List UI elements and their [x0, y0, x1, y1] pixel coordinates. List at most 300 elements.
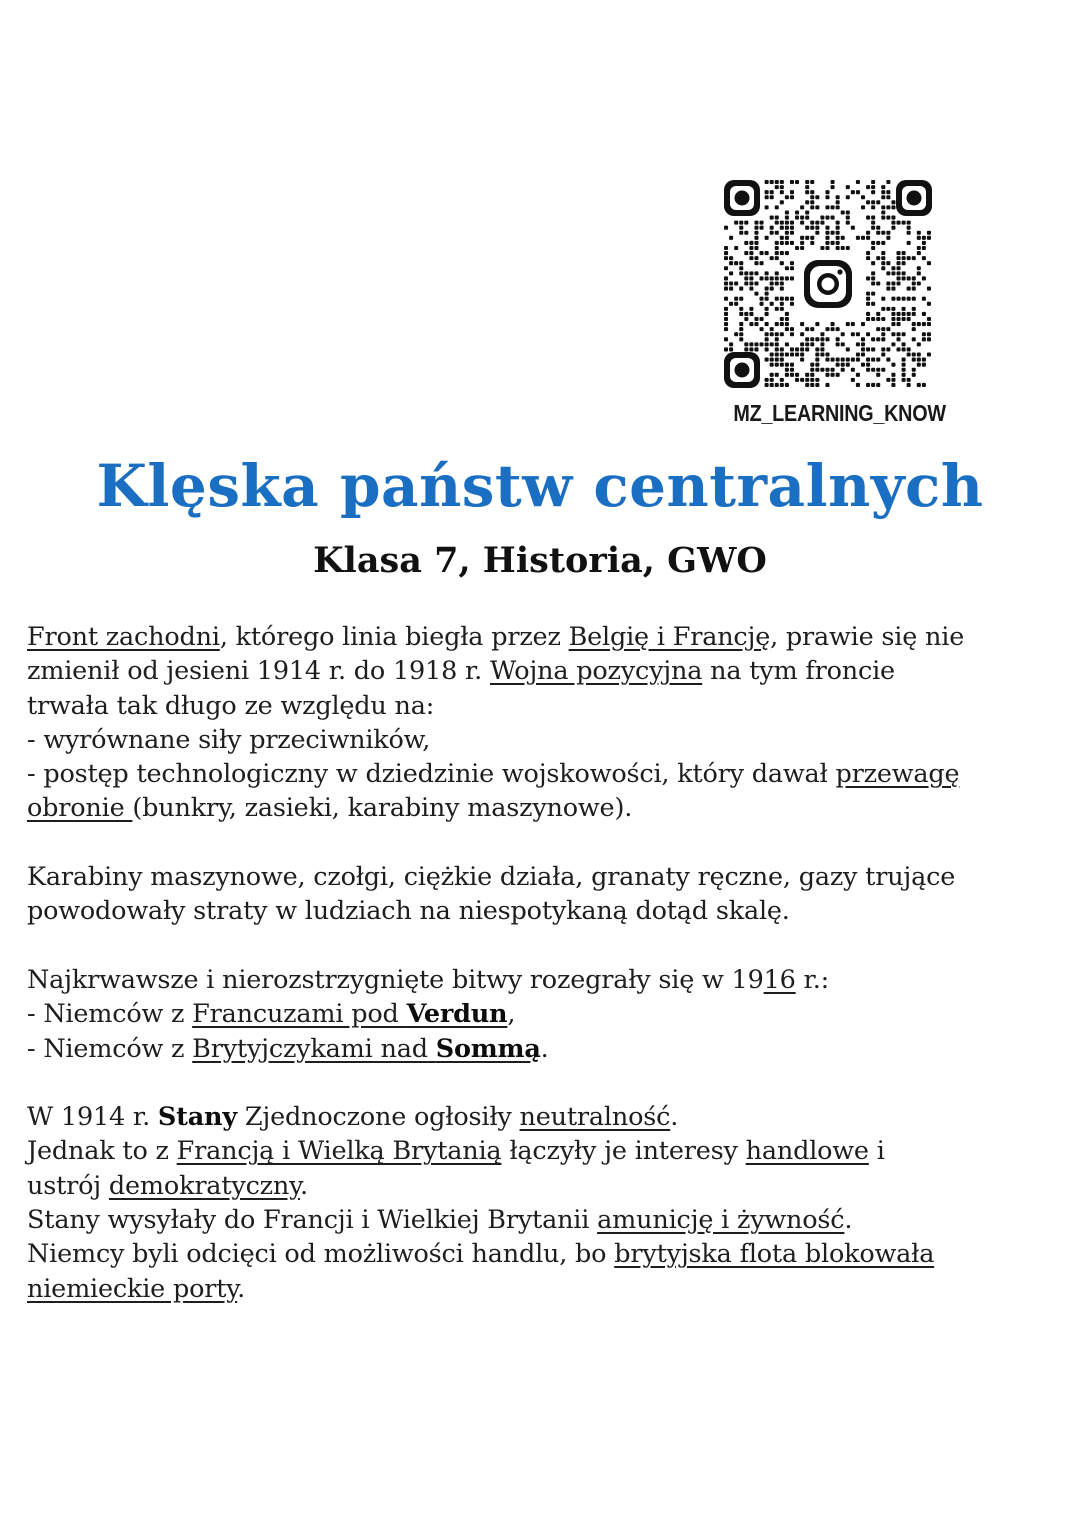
qr-module: [922, 332, 926, 336]
qr-module: [922, 246, 926, 250]
qr-module: [754, 226, 758, 230]
qr-module: [765, 337, 769, 341]
qr-module: [871, 246, 875, 250]
qr-module: [810, 241, 814, 245]
qr-module: [749, 281, 753, 285]
qr-module: [810, 373, 814, 377]
qr-module: [770, 231, 774, 235]
qr-module: [739, 266, 743, 270]
qr-module: [907, 352, 911, 356]
qr-module: [881, 241, 885, 245]
qr-module: [866, 256, 870, 260]
qr-module: [780, 276, 784, 280]
text-span: na tym froncie: [702, 656, 895, 687]
qr-module: [846, 210, 850, 214]
qr-module: [902, 297, 906, 301]
text-span: - Niemców z: [27, 1033, 193, 1064]
qr-code: [724, 180, 932, 388]
qr-module: [866, 185, 870, 189]
qr-module: [917, 363, 921, 367]
text-line: [27, 791, 1057, 825]
qr-module: [780, 200, 784, 204]
qr-module: [881, 185, 885, 189]
instagram-icon: [798, 254, 858, 314]
qr-module: [785, 342, 789, 346]
qr-module: [871, 205, 875, 209]
qr-module: [775, 271, 779, 275]
text-span: zmienił od jesieni 1914 r. do 1918 r.: [27, 656, 490, 687]
qr-module: [881, 337, 885, 341]
qr-module: [810, 236, 814, 240]
qr-module: [831, 185, 835, 189]
qr-module: [912, 287, 916, 291]
qr-module: [825, 216, 829, 220]
qr-module: [754, 271, 758, 275]
qr-module: [886, 281, 890, 285]
qr-module: [861, 236, 865, 240]
qr-module: [815, 368, 819, 372]
qr-module: [881, 195, 885, 199]
qr-module: [846, 322, 850, 326]
paragraph-western-front: [27, 620, 1057, 826]
qr-module: [881, 210, 885, 214]
qr-module: [765, 287, 769, 291]
qr-module: [805, 180, 809, 184]
qr-module: [861, 342, 865, 346]
underlined-term: 16: [763, 964, 796, 995]
text-span: - Niemców z: [27, 999, 193, 1030]
qr-module: [785, 241, 789, 245]
qr-module: [836, 327, 840, 331]
qr-module: [790, 297, 794, 301]
qr-module: [810, 378, 814, 382]
qr-module: [856, 236, 860, 240]
qr-module: [886, 287, 890, 291]
qr-module: [831, 216, 835, 220]
qr-module: [891, 332, 895, 336]
qr-module: [780, 363, 784, 367]
qr-module: [831, 368, 835, 372]
qr-module: [871, 190, 875, 194]
underlined-term: Francją i Wielką Brytanią: [176, 1136, 502, 1167]
qr-module: [790, 221, 794, 225]
text-span: Zjednoczone ogłosiły: [237, 1102, 520, 1133]
qr-module: [810, 190, 814, 194]
qr-module: [739, 337, 743, 341]
qr-module: [790, 190, 794, 194]
qr-module: [866, 297, 870, 301]
qr-module: [770, 342, 774, 346]
qr-module: [744, 281, 748, 285]
qr-module: [754, 236, 758, 240]
qr-module: [724, 337, 728, 341]
qr-module: [825, 373, 829, 377]
qr-module: [902, 261, 906, 265]
qr-module: [780, 317, 784, 321]
qr-module: [896, 332, 900, 336]
qr-module: [760, 221, 764, 225]
qr-module: [775, 307, 779, 311]
qr-module: [907, 276, 911, 280]
qr-module: [891, 266, 895, 270]
qr-module: [836, 246, 840, 250]
qr-module: [886, 180, 890, 184]
qr-module: [749, 312, 753, 316]
qr-module: [785, 226, 789, 230]
qr-module: [780, 251, 784, 255]
qr-module: [922, 241, 926, 245]
qr-module: [891, 205, 895, 209]
qr-module: [927, 322, 931, 326]
qr-module: [836, 241, 840, 245]
underlined-term: Belgię i Francję: [568, 622, 771, 652]
qr-module: [820, 342, 824, 346]
qr-module: [739, 287, 743, 291]
qr-module: [881, 307, 885, 311]
qr-module: [724, 256, 728, 260]
qr-module: [744, 312, 748, 316]
qr-module: [825, 327, 829, 331]
qr-module: [739, 322, 743, 326]
qr-module: [754, 292, 758, 296]
qr-module: [775, 276, 779, 280]
qr-module: [891, 287, 895, 291]
qr-module: [907, 317, 911, 321]
qr-module: [770, 302, 774, 306]
qr-module: [902, 332, 906, 336]
qr-module: [927, 302, 931, 306]
text-line: trwała tak długo ze względu na:: [27, 690, 435, 721]
qr-module: [881, 347, 885, 351]
qr-module: [836, 231, 840, 235]
qr-module: [749, 271, 753, 275]
qr-module: [881, 190, 885, 194]
qr-module: [912, 352, 916, 356]
qr-module: [871, 221, 875, 225]
qr-module: [891, 226, 895, 230]
qr-module: [744, 347, 748, 351]
qr-module: [780, 190, 784, 194]
qr-module: [775, 231, 779, 235]
qr-module: [907, 221, 911, 225]
qr-module: [775, 383, 779, 387]
qr-module: [881, 231, 885, 235]
qr-module: [886, 378, 890, 382]
qr-module: [734, 261, 738, 265]
qr-module: [724, 322, 728, 326]
qr-module: [876, 327, 880, 331]
qr-module: [754, 281, 758, 285]
qr-module: [775, 216, 779, 220]
qr-module: [780, 358, 784, 362]
qr-module: [891, 322, 895, 326]
qr-module: [765, 378, 769, 382]
qr-module: [785, 195, 789, 199]
qr-module: [917, 358, 921, 362]
qr-module: [749, 276, 753, 280]
qr-module: [881, 317, 885, 321]
qr-module: [780, 302, 784, 306]
qr-module: [896, 317, 900, 321]
qr-module: [775, 358, 779, 362]
qr-module: [800, 322, 804, 326]
qr-module: [896, 297, 900, 301]
qr-module: [744, 317, 748, 321]
qr-module: [831, 373, 835, 377]
qr-module: [805, 200, 809, 204]
qr-module: [805, 190, 809, 194]
text-line: [27, 1100, 1057, 1134]
qr-module: [902, 378, 906, 382]
qr-module: [775, 180, 779, 184]
qr-module: [851, 332, 855, 336]
qr-module: [810, 337, 814, 341]
qr-module: [902, 373, 906, 377]
qr-module: [775, 251, 779, 255]
qr-module: [891, 200, 895, 204]
qr-finder-top-right: [896, 180, 932, 216]
qr-module: [780, 297, 784, 301]
qr-module: [754, 246, 758, 250]
qr-module: [775, 342, 779, 346]
qr-module: [785, 221, 789, 225]
qr-module: [734, 246, 738, 250]
qr-module: [902, 256, 906, 260]
qr-finder-bottom-left: [724, 352, 760, 388]
qr-module: [770, 190, 774, 194]
qr-module: [800, 342, 804, 346]
qr-module: [780, 261, 784, 265]
qr-module: [825, 337, 829, 341]
qr-module: [866, 251, 870, 255]
qr-module: [876, 383, 880, 387]
qr-module: [734, 281, 738, 285]
qr-module: [760, 297, 764, 301]
qr-module: [760, 317, 764, 321]
qr-module: [866, 216, 870, 220]
qr-module: [780, 241, 784, 245]
qr-module: [790, 347, 794, 351]
qr-module: [754, 261, 758, 265]
qr-module: [886, 231, 890, 235]
qr-module: [729, 287, 733, 291]
qr-module: [724, 307, 728, 311]
qr-module: [795, 246, 799, 250]
qr-module: [734, 221, 738, 225]
qr-module: [790, 302, 794, 306]
qr-module: [815, 378, 819, 382]
qr-module: [800, 352, 804, 356]
qr-module: [886, 271, 890, 275]
qr-module: [922, 358, 926, 362]
qr-module: [754, 256, 758, 260]
qr-module: [825, 190, 829, 194]
qr-module: [825, 231, 829, 235]
list-item: [27, 1032, 1057, 1066]
qr-module: [912, 373, 916, 377]
qr-module: [765, 322, 769, 326]
qr-module: [739, 221, 743, 225]
qr-module: [896, 221, 900, 225]
qr-module: [912, 297, 916, 301]
qr-module: [866, 383, 870, 387]
qr-module: [810, 205, 814, 209]
qr-module: [785, 236, 789, 240]
qr-module: [891, 281, 895, 285]
qr-module: [841, 342, 845, 346]
qr-module: [785, 322, 789, 326]
qr-module: [902, 368, 906, 372]
qr-module: [907, 378, 911, 382]
qr-module: [810, 327, 814, 331]
underlined-term: amunicję i żywność: [597, 1205, 845, 1236]
qr-module: [810, 200, 814, 204]
qr-module: [917, 352, 921, 356]
qr-module: [825, 383, 829, 387]
qr-module: [744, 251, 748, 255]
qr-module: [866, 302, 870, 306]
underlined-term: brytyjska flota blokowała: [614, 1239, 935, 1270]
qr-module: [876, 200, 880, 204]
qr-module: [902, 251, 906, 255]
qr-module: [805, 216, 809, 220]
qr-module: [891, 216, 895, 220]
qr-module: [800, 358, 804, 362]
text-span: , którego linia biegła przez: [219, 622, 569, 652]
qr-module: [770, 327, 774, 331]
qr-module: [861, 205, 865, 209]
qr-module: [800, 216, 804, 220]
qr-module: [927, 332, 931, 336]
qr-module: [917, 271, 921, 275]
qr-module: [775, 337, 779, 341]
qr-module: [800, 205, 804, 209]
qr-module: [866, 312, 870, 316]
qr-module: [785, 210, 789, 214]
qr-module: [917, 322, 921, 326]
qr-module: [841, 332, 845, 336]
qr-module: [795, 216, 799, 220]
qr-module: [871, 347, 875, 351]
qr-module: [754, 231, 758, 235]
qr-module: [770, 281, 774, 285]
qr-module: [805, 383, 809, 387]
qr-module: [729, 302, 733, 306]
qr-module: [810, 383, 814, 387]
qr-module: [871, 261, 875, 265]
qr-module: [815, 205, 819, 209]
qr-module: [866, 317, 870, 321]
qr-module: [871, 368, 875, 372]
qr-module: [820, 332, 824, 336]
qr-module: [820, 246, 824, 250]
qr-module: [902, 347, 906, 351]
qr-module: [891, 312, 895, 316]
qr-module: [836, 205, 840, 209]
bold-term: Verdun: [406, 999, 508, 1030]
qr-module: [724, 297, 728, 301]
qr-module: [907, 312, 911, 316]
qr-module: [785, 317, 789, 321]
paragraph-battles: [27, 963, 1057, 1066]
qr-module: [820, 352, 824, 356]
underlined-term: handlowe: [745, 1136, 869, 1167]
qr-module: [744, 271, 748, 275]
qr-module: [856, 190, 860, 194]
qr-module: [805, 226, 809, 230]
qr-module: [907, 231, 911, 235]
qr-module: [724, 347, 728, 351]
qr-module: [876, 281, 880, 285]
qr-module: [760, 276, 764, 280]
qr-module: [765, 358, 769, 362]
qr-module: [836, 358, 840, 362]
qr-module: [775, 373, 779, 377]
qr-module: [871, 200, 875, 204]
qr-module: [912, 256, 916, 260]
page-subtitle: Klasa 7, Historia, GWO: [313, 540, 767, 581]
qr-module: [775, 221, 779, 225]
qr-module: [896, 276, 900, 280]
qr-module: [815, 221, 819, 225]
qr-module: [922, 236, 926, 240]
underlined-term: niemieckie porty: [27, 1273, 238, 1304]
qr-module: [851, 226, 855, 230]
qr-module: [800, 332, 804, 336]
text-span: Francuzami pod: [192, 999, 407, 1030]
instagram-handle: MZ_LEARNING_KNOW: [733, 400, 946, 426]
qr-module: [886, 190, 890, 194]
qr-module: [739, 226, 743, 230]
qr-module: [871, 185, 875, 189]
qr-module: [754, 221, 758, 225]
qr-module: [739, 261, 743, 265]
qr-module: [749, 342, 753, 346]
qr-module: [831, 327, 835, 331]
qr-module: [765, 312, 769, 316]
qr-module: [785, 231, 789, 235]
qr-module: [825, 226, 829, 230]
qr-module: [724, 226, 728, 230]
qr-module: [825, 368, 829, 372]
qr-module: [856, 358, 860, 362]
qr-module: [749, 246, 753, 250]
qr-module: [886, 195, 890, 199]
qr-module: [917, 342, 921, 346]
qr-module: [866, 200, 870, 204]
qr-module: [825, 246, 829, 250]
qr-module: [896, 347, 900, 351]
qr-module: [902, 271, 906, 275]
qr-module: [825, 205, 829, 209]
qr-module: [744, 241, 748, 245]
qr-module: [825, 352, 829, 356]
qr-module: [765, 347, 769, 351]
qr-module: [927, 317, 931, 321]
qr-module: [790, 261, 794, 265]
qr-module: [744, 231, 748, 235]
underlined-term: [192, 999, 507, 1029]
qr-module: [760, 327, 764, 331]
qr-module: [780, 307, 784, 311]
qr-module: [831, 358, 835, 362]
list-item: [27, 997, 1057, 1031]
qr-module: [866, 332, 870, 336]
qr-module: [785, 276, 789, 280]
text-span: , prawie się nie: [770, 622, 965, 652]
qr-module: [836, 236, 840, 240]
qr-module: [871, 276, 875, 280]
